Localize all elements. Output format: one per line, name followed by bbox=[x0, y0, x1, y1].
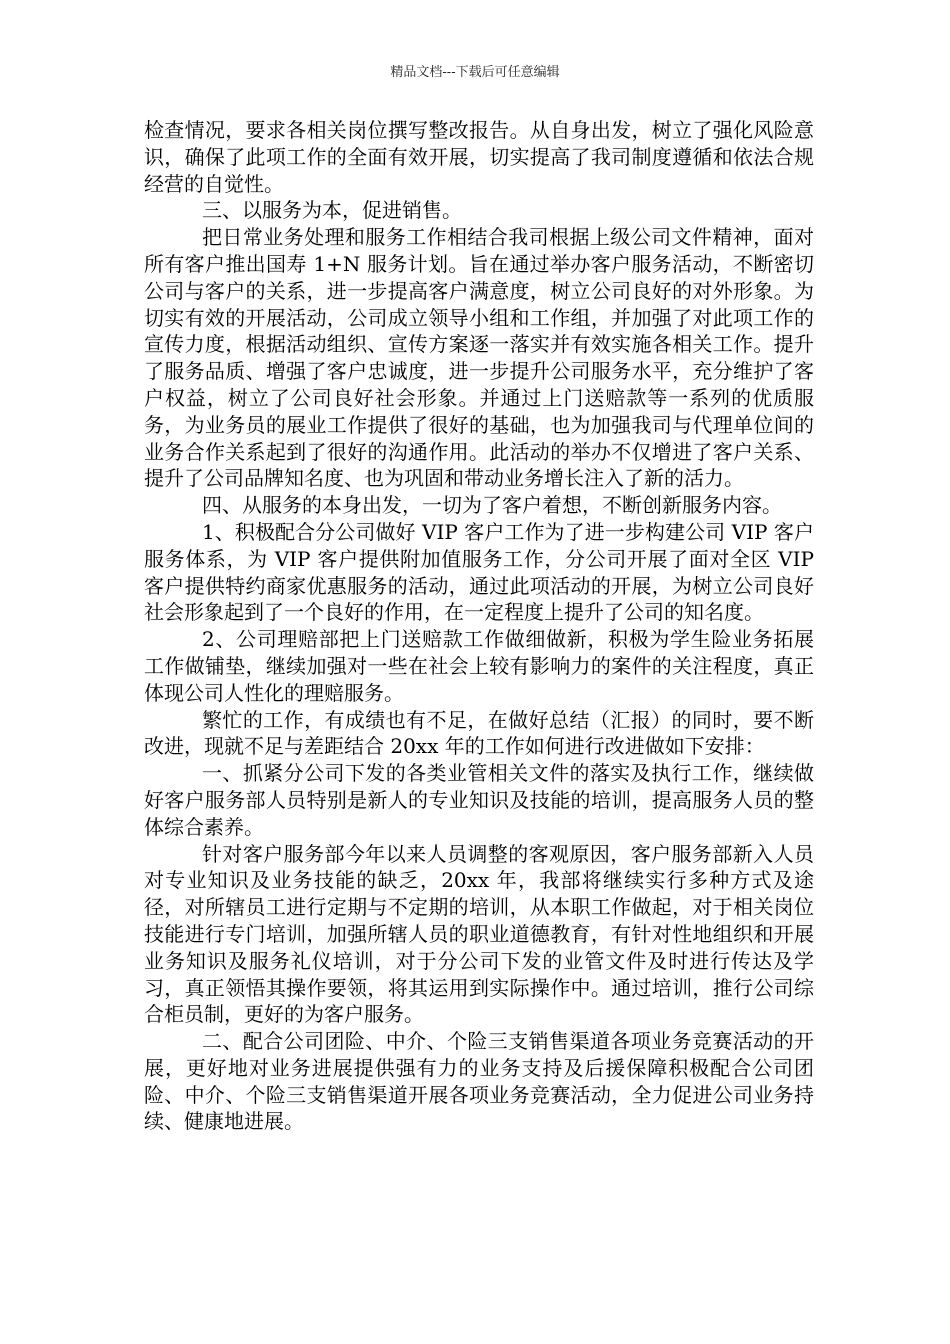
paragraph-8: 一、抓紧分公司下发的各类业管相关文件的落实及执行工作，继续做好客户服务部人员特别是新人的专业知识及技能的培训，提高服务人员的整体综合素养。 bbox=[144, 761, 814, 839]
page-header: 精品文档---下载后可任意编辑 bbox=[390, 65, 560, 80]
paragraph-10: 二、配合公司团险、中介、个险三支销售渠道各项业务竞赛活动的开展，更好地对业务进展提供强有力的业务支持及后援保障积极配合公司团险、中介、个险三支销售渠道开展各项业务竞赛活动，全力促进公司业务持续、健康地进展。 bbox=[144, 1029, 814, 1134]
paragraph-1: 检查情况，要求各相关岗位撰写整改报告。从自身出发，树立了强化风险意识，确保了此项工作的全面有效开展，切实提高了我司制度遵循和依法合规经营的自觉性。 bbox=[144, 118, 814, 196]
paragraph-9: 针对客户服务部今年以来人员调整的客观原因，客户服务部新入人员对专业知识及业务技能的缺乏，20xx 年，我部将继续实行多种方式及途径，对所辖员工进行定期与不定期的培训，从本职工作做起，对于相关岗位技能进行专门培训，加强所辖人员的职业道德教育，有针对性地组织和开展业务知识及服务礼仪培训，对于分公司下发的业管文件及时进行传达及学习，真正领悟其操作要领，将其运用到实际操作中。通过培训，推行公司综合柜员制，更好的为客户服务。 bbox=[144, 841, 814, 1027]
paragraph-2: 三、以服务为本，促进销售。 bbox=[202, 198, 462, 223]
paragraph-7: 繁忙的工作，有成绩也有不足，在做好总结（汇报）的同时，要不断改进，现就不足与差距结合 20xx 年的工作如何进行改进做如下安排： bbox=[144, 707, 814, 759]
paragraph-5: 1、积极配合分公司做好 VIP 客户工作为了进一步构建公司 VIP 客户服务体系，为 VIP 客户提供附加值服务工作，分公司开展了面对全区 VIP 客户提供特约商家优惠服务的活动，通过此项活动的开展，为树立公司良好社会形象起到了一个良好的作用，在一定程度上提升了公司的知名度。 bbox=[144, 519, 814, 625]
paragraph-6: 2、公司理赔部把上门送赔款工作做细做新，积极为学生险业务拓展工作做铺垫，继续加强对一些在社会上较有影响力的案件的关注程度，真正体现公司人性化的理赔服务。 bbox=[144, 627, 814, 705]
paragraph-4: 四、从服务的本身出发，一切为了客户着想，不断创新服务内容。 bbox=[202, 493, 782, 518]
paragraph-3: 把日常业务处理和服务工作相结合我司根据上级公司文件精神，面对所有客户推出国寿 1+N 服务计划。旨在通过举办客户服务活动，不断密切公司与客户的关系，进一步提高客户满意度，树立公司良好的对外形象。为切实有效的开展活动，公司成立领导小组和工作组，并加强了对此项工作的宣传力度，根据活动组织、宣传方案逐一落实并有效实施各相关工作。提升了服务品质、增强了客户忠诚度，进一步提升公司服务水平，充分维护了客户权益，树立了公司良好社会形象。并通过上门送赔款等一系列的优质服务，为业务员的展业工作提供了很好的基础，也为加强我司与代理单位间的业务合作关系起到了很好的沟通作用。此活动的举办不仅增进了客户关系、提升了公司品牌知名度、也为巩固和带动业务增长注入了新的活力。 bbox=[144, 225, 814, 491]
document-body bbox=[144, 117, 814, 1135]
